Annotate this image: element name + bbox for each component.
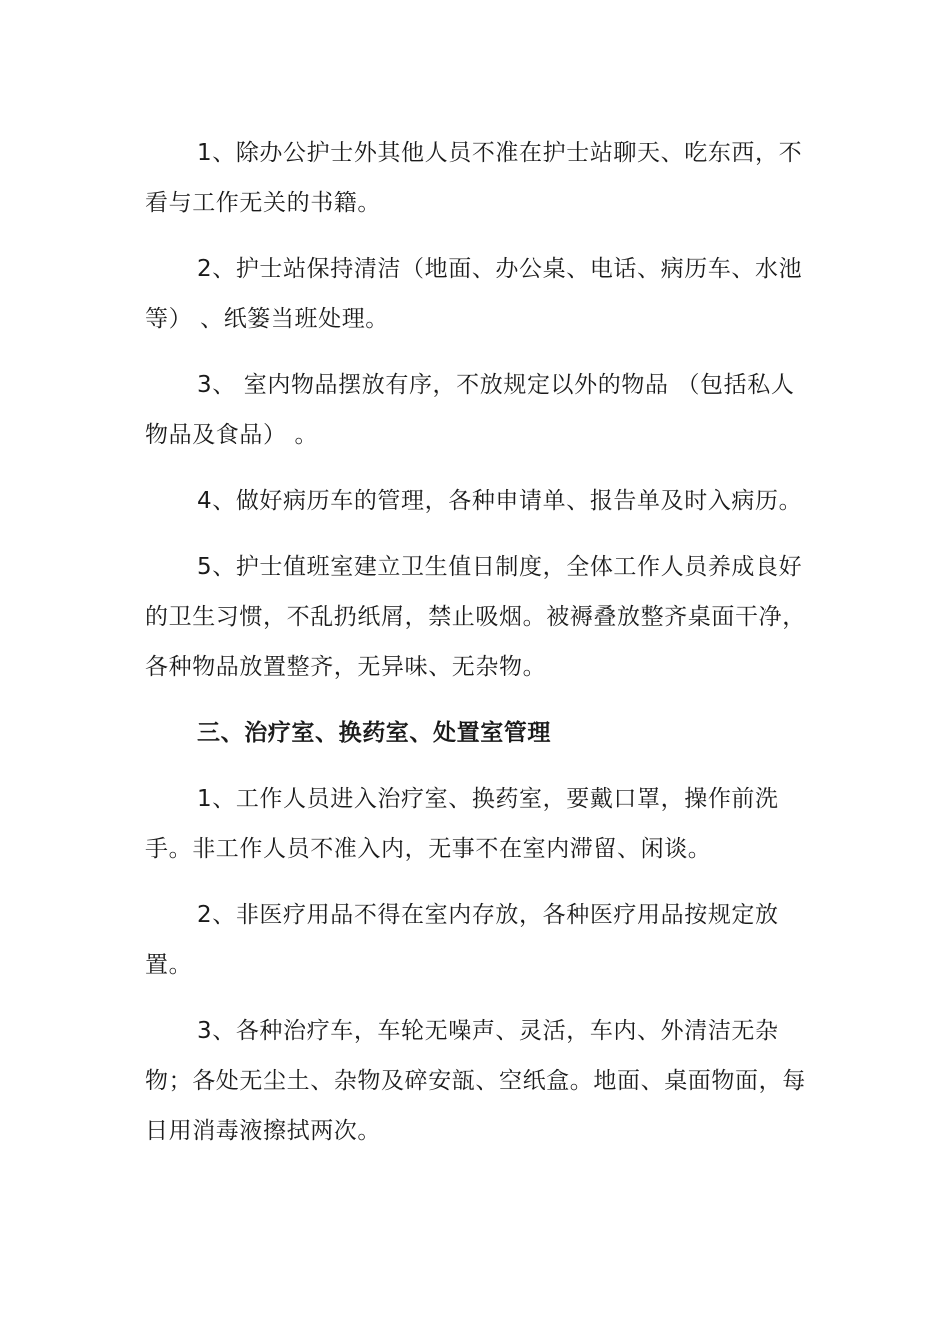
section-heading: 三、治疗室、换药室、处置室管理 (197, 720, 551, 746)
document-body (145, 128, 810, 1172)
paragraph-item-8: 3、各种治疗车，车轮无噪声、灵活，车内、外清洁无杂物；各处无尘土、杂物及碎安瓿、空纸盒。地面、桌面物面，每日用消毒液擦拭两次。 (145, 1018, 806, 1144)
paragraph-item-2: 2、护士站保持清洁（地面、办公桌、电话、病历车、水池等） 、纸篓当班处理。 (145, 256, 803, 332)
paragraph-item-5: 5、护士值班室建立卫生值日制度，全体工作人员养成良好的卫生习惯，不乱扔纸屑，禁止吸烟。被褥叠放整齐桌面干净，各种物品放置整齐，无异味、无杂物。 (145, 554, 806, 680)
paragraph-item-7: 2、非医疗用品不得在室内存放，各种医疗用品按规定放置。 (145, 902, 779, 978)
paragraph-item-1: 1、除办公护士外其他人员不准在护士站聊天、吃东西，不看与工作无关的书籍。 (145, 140, 803, 216)
paragraph-item-3: 3、 室内物品摆放有序，不放规定以外的物品 （包括私人物品及食品） 。 (145, 372, 795, 448)
paragraph-item-6: 1、工作人员进入治疗室、换药室，要戴口罩，操作前洗手。非工作人员不准入内，无事不在室内滞留、闲谈。 (145, 786, 779, 862)
paragraph-item-4: 4、做好病历车的管理，各种申请单、报告单及时入病历。 (197, 488, 803, 514)
